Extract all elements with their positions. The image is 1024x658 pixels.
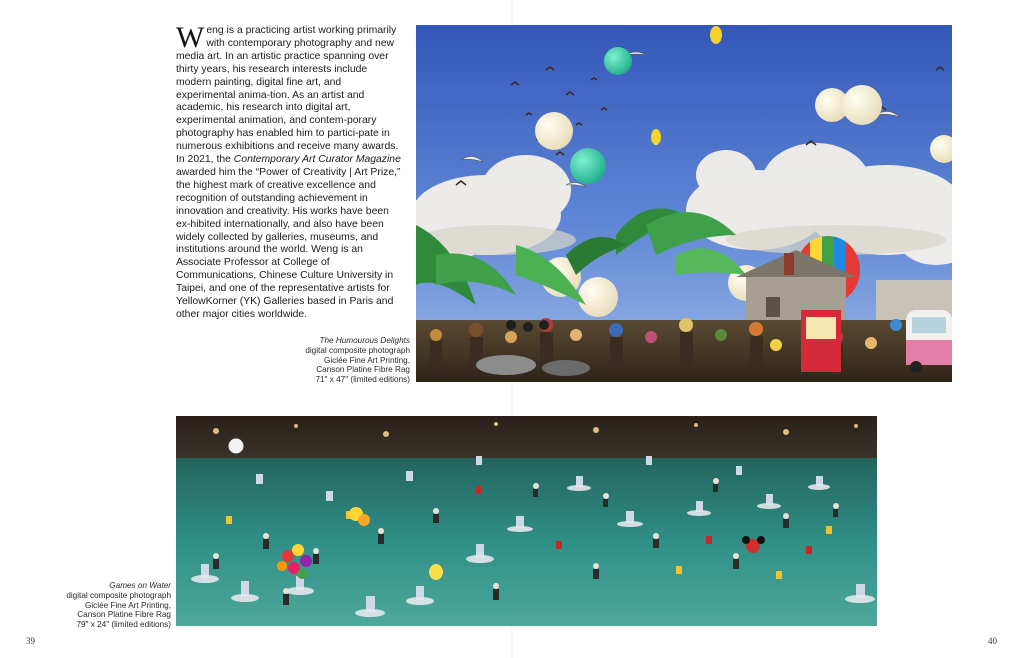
artwork-title: The Humourous Delights (319, 336, 410, 345)
page-number-right: 40 (988, 636, 997, 646)
page-number-left: 39 (26, 636, 35, 646)
artwork-paper: Canson Platine Fibre Rag (316, 365, 410, 375)
bio-text-part1: eng is a practicing artist working primarily with contemporary photography and new media art. In an artistic practice spanning over thirty years, his research interests include modern painting, digital fine art, and experimental anima-tion. As an artist and academic, his research into digital art, experimental animation, and contem-porary photography has enabled him to partici-pate in numerous exhibitions and receive many awards. In 2021, the (176, 25, 399, 166)
artist-bio (176, 21, 402, 322)
artwork-printing: Giclée Fine Art Printing, (84, 600, 171, 610)
artwork-games-on-water (176, 416, 877, 626)
artwork-paper: Canson Platine Fibre Rag (77, 610, 171, 620)
artwork-medium: digital composite photograph (305, 345, 410, 355)
drop-cap: W (176, 21, 205, 54)
artwork-printing: Giclée Fine Art Printing, (323, 355, 410, 365)
caption-humourous-delights (280, 336, 410, 385)
artwork-humourous-delights (416, 25, 952, 382)
artwork-title: Games on Water (109, 581, 171, 590)
artwork-size: 71" x 47" (limited editions) (315, 375, 410, 385)
games-on-water-image (176, 416, 877, 626)
bio-text-part2: awarded him the “Power of Creativity | Art Prize,” the highest mark of creative excellence and recognition of outstanding achievement in innovation and creativity. His works have been ex-hibited internationally, and also have been widely collected by galleries, museums, and institutions around the world. Weng is an Associate Professor at College of Communications, Chinese Culture University in Taipei, and one of the representative artists for YellowKorner (YK) Galleries based in Paris and other major cities worldwide. (176, 166, 401, 320)
artwork-size: 79" x 24" (limited editions) (76, 620, 171, 630)
humourous-delights-image (416, 25, 952, 382)
magazine-name: Contemporary Art Curator Magazine (233, 154, 401, 166)
caption-games-on-water (44, 581, 171, 630)
artwork-medium: digital composite photograph (66, 590, 171, 600)
